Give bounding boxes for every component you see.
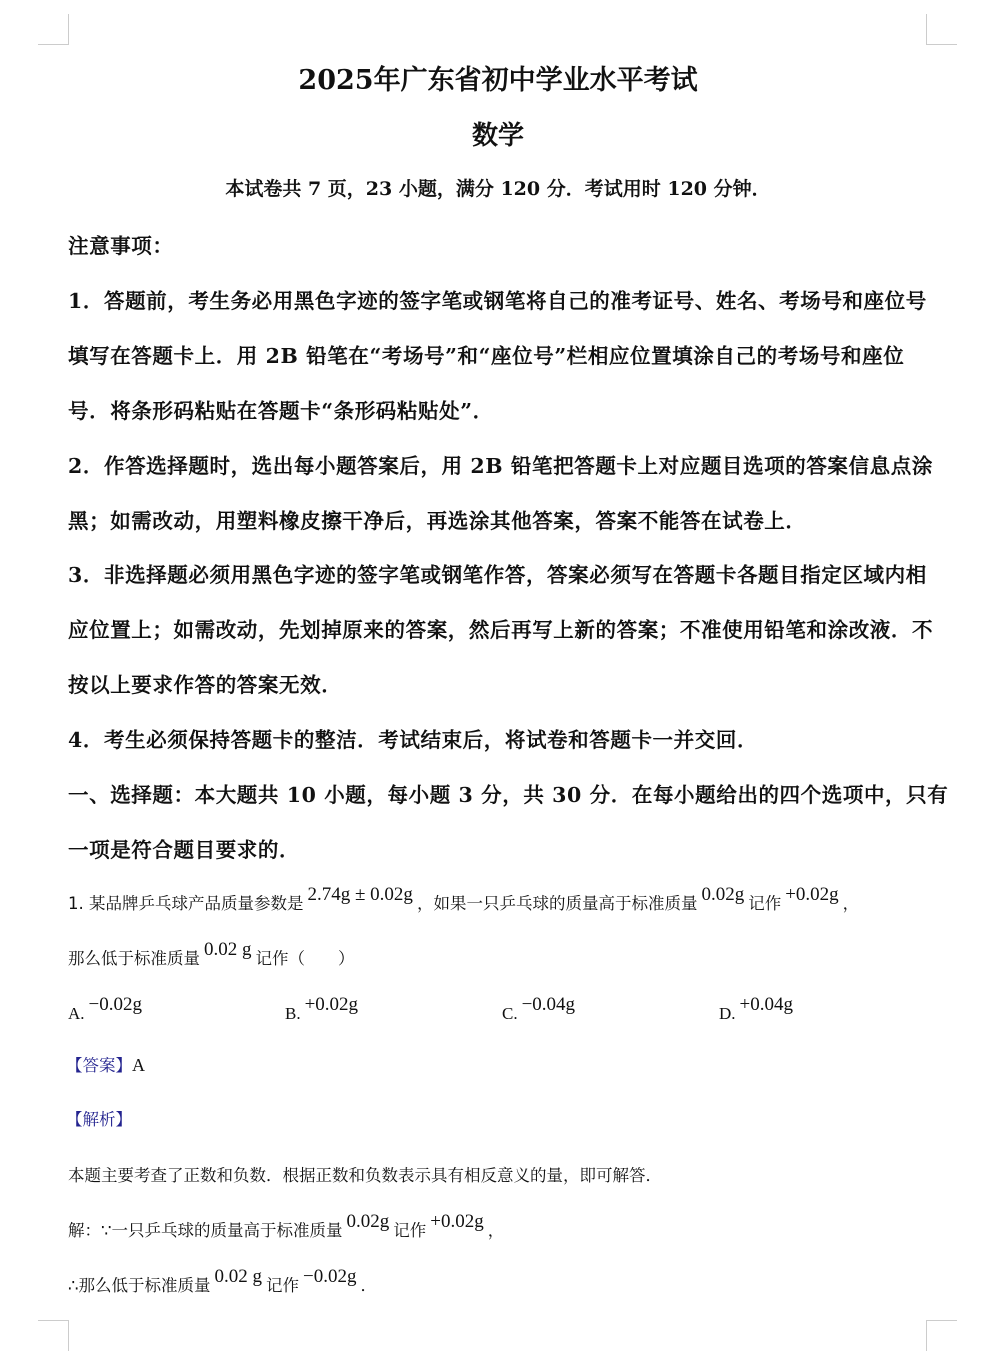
math: 0.02g	[701, 884, 745, 905]
notice-line: 应位置上；如需改动，先划掉原来的答案，然后再写上新的答案；不准使用铅笔和涂改液．不	[68, 618, 934, 642]
exam-info: 本试卷共 7 页，23 小题，满分 120 分．考试用时 120 分钟．	[225, 178, 771, 200]
question-text: 那么低于标准质量	[68, 949, 200, 968]
option-a	[68, 994, 146, 1025]
subject-title: 数学	[471, 121, 524, 151]
solution-line-2	[68, 1266, 377, 1297]
notice-line: 3．非选择题必须用黑色字迹的签字笔或钢笔作答，答案必须写在答题卡各题目指定区域内相	[68, 563, 927, 587]
analysis-tag: 【解析】	[66, 1110, 132, 1129]
notice-line: 黑；如需改动，用塑料橡皮擦干净后，再选涂其他答案，答案不能答在试卷上．	[68, 509, 807, 533]
exam-title: 2025年广东省初中学业水平考试	[298, 65, 698, 96]
question-text: ，	[842, 894, 860, 913]
answer-tag: 【答案】	[66, 1056, 132, 1075]
math: 0.02g	[346, 1211, 390, 1232]
question-1-line-2	[68, 939, 355, 970]
notice-line: 填写在答题卡上．用 2B 铅笔在“考场号”和“座位号”栏相应位置填涂自己的考场号和座位	[68, 344, 905, 368]
question-text: 记作（ ）	[255, 949, 355, 968]
math: 0.02 g	[214, 1266, 262, 1287]
crop-mark	[38, 14, 69, 45]
option-label: B.	[285, 1004, 301, 1023]
math: 2.74g ± 0.02g	[307, 884, 413, 905]
options-row	[68, 994, 928, 1033]
math: −0.02g	[303, 1266, 357, 1287]
option-value: +0.02g	[304, 994, 359, 1015]
notice-line: 按以上要求作答的答案无效．	[68, 673, 343, 697]
question-text: 记作	[748, 894, 782, 913]
math: +0.02g	[430, 1211, 484, 1232]
notice-line: 4．考生必须保持答题卡的整洁．考试结束后，将试卷和答题卡一并交回．	[68, 728, 759, 752]
option-label: C.	[502, 1004, 518, 1023]
option-value: −0.04g	[521, 994, 576, 1015]
option-label: A.	[68, 1004, 85, 1023]
notice-line: 2．作答选择题时，选出每小题答案后，用 2B 铅笔把答题卡上对应题目选项的答案信息点涂	[68, 454, 933, 478]
option-d	[719, 994, 797, 1025]
option-label: D.	[719, 1004, 736, 1023]
solution-text: ．	[360, 1276, 377, 1295]
solution-line-1	[68, 1211, 505, 1242]
notice-line: 1．答题前，考生务必用黑色字迹的签字笔或钢笔将自己的准考证号、姓名、考场号和座位号	[68, 289, 927, 313]
math: +0.02g	[785, 884, 839, 905]
option-c	[502, 994, 579, 1025]
crop-mark	[38, 1320, 69, 1351]
question-text: ，如果一只乒乓球的质量高于标准质量	[416, 894, 698, 913]
solution-text: ，	[487, 1221, 505, 1240]
analysis-text: 本题主要考查了正数和负数．根据正数和负数表示具有相反意义的量，即可解答．	[68, 1166, 662, 1185]
solution-text: 解：∵一只乒乓球的质量高于标准质量	[68, 1221, 343, 1240]
solution-text: 记作	[393, 1221, 427, 1240]
section-heading: 一项是符合题目要求的．	[68, 838, 301, 862]
question-1-line-1	[68, 884, 860, 915]
math: 0.02 g	[204, 939, 252, 960]
notice-line: 号．将条形码粘贴在答题卡“条形码粘贴处”．	[68, 399, 494, 423]
option-b	[285, 994, 362, 1025]
answer-line	[66, 1052, 145, 1076]
option-value: −0.02g	[88, 994, 142, 1015]
solution-text: 记作	[266, 1276, 299, 1295]
answer-value: A	[132, 1055, 145, 1075]
question-text: 1. 某品牌乒乓球产品质量参数是	[68, 894, 304, 913]
option-value: +0.04g	[739, 994, 793, 1015]
solution-text: ∴那么低于标准质量	[68, 1276, 211, 1295]
section-heading: 一、选择题：本大题共 10 小题，每小题 3 分，共 30 分．在每小题给出的四个选项中，只有	[68, 783, 949, 807]
crop-mark	[926, 14, 957, 45]
notice-heading: 注意事项：	[68, 234, 174, 258]
crop-mark	[926, 1320, 957, 1351]
